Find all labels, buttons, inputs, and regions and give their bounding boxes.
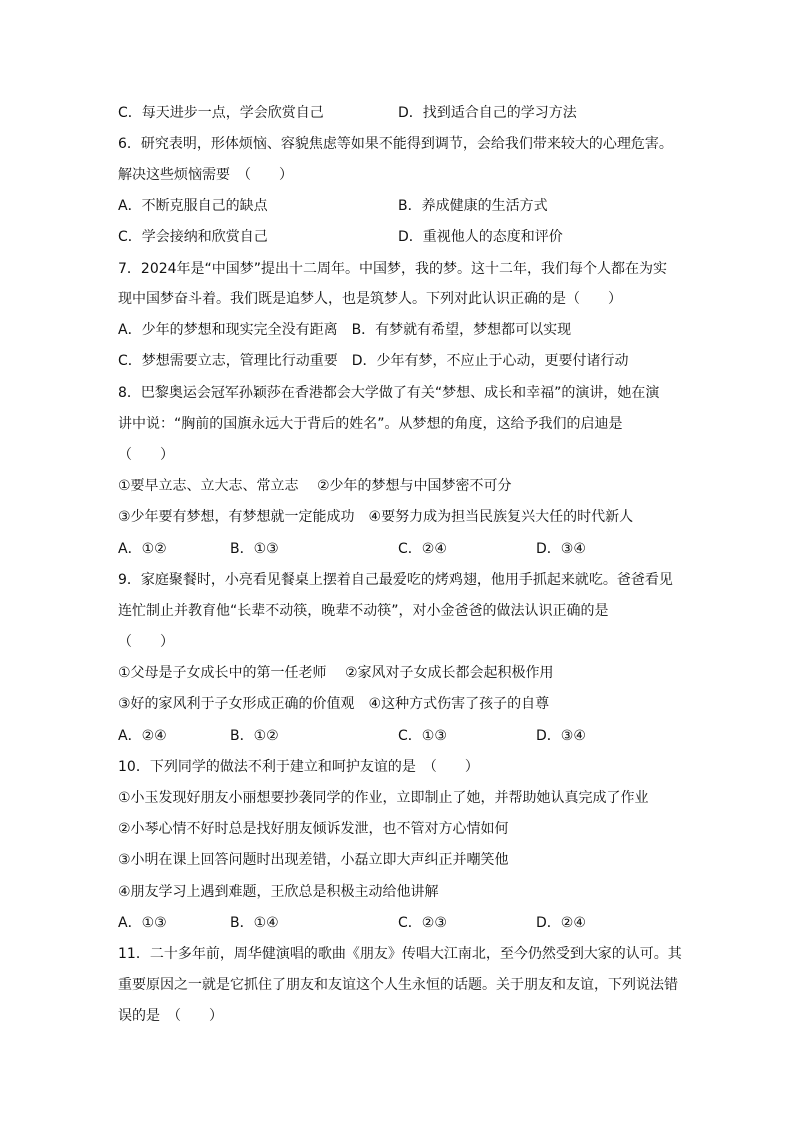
q8-option-c: C．②④ <box>398 541 447 557</box>
q8-stem-line2: 讲中说：“胸前的国旗永远大于背后的姓名”。从梦想的角度，这给予我们的启迪是 <box>118 416 623 432</box>
q9-stem-line2: 连忙制止并教育他“长辈不动筷，晚辈不动筷”，对小金爸爸的做法认识正确的是 <box>118 603 609 619</box>
q5-option-d: D．找到适合自己的学习方法 <box>398 105 577 121</box>
q7-stem-line2: 现中国梦奋斗着。我们既是追梦人，也是筑梦人。下列对此认识正确的是（ ） <box>118 291 622 307</box>
q10-item-3: ③小明在课上回答问题时出现差错，小磊立即大声纠正并嘲笑他 <box>118 852 509 868</box>
q9-option-d: D．③④ <box>536 728 586 744</box>
q5-option-c: C．每天进步一点，学会欣赏自己 <box>118 105 324 121</box>
q9-items-line2: ③好的家风利于子女形成正确的价值观 ④这种方式伤害了孩子的自尊 <box>118 696 550 712</box>
q8-option-a: A．①② <box>118 541 167 557</box>
q10-option-a: A．①③ <box>118 915 167 931</box>
q10-stem: 10．下列同学的做法不利于建立和呵护友谊的是 （ ） <box>118 759 479 775</box>
q10-item-1: ①小玉发现好朋友小丽想要抄袭同学的作业，立即制止了她，并帮助她认真完成了作业 <box>118 790 649 806</box>
q11-stem-line2: 重要原因之一就是它抓住了朋友和友谊这个人生永恒的话题。关于朋友和友谊，下列说法错 <box>118 977 678 993</box>
q7-options-cd: C．梦想需要立志，管理比行动重要 D．少年有梦，不应止于心动，更要付诸行动 <box>118 353 629 369</box>
q6-stem-line1: 6．研究表明，形体烦恼、容貌焦虑等如果不能得到调节，会给我们带来较大的心理危害。 <box>118 136 673 152</box>
q8-items-line2: ③少年要有梦想，有梦想就一定能成功 ④要努力成为担当民族复兴大任的时代新人 <box>118 509 634 525</box>
q8-items-line1: ①要早立志、立大志、常立志 ②少年的梦想与中国梦密不可分 <box>118 478 512 494</box>
q7-stem-line1: 7．2024年是“中国梦”提出十二周年。中国梦，我的梦。这十二年，我们每个人都在为实 <box>118 261 668 277</box>
q9-option-a: A．②④ <box>118 728 167 744</box>
q8-stem-line1: 8．巴黎奥运会冠军孙颖莎在香港都会大学做了有关“梦想、成长和幸福”的演讲，她在演 <box>118 385 660 401</box>
q8-stem-line3: （ ） <box>118 447 174 463</box>
q6-option-c: C．学会接纳和欣赏自己 <box>118 229 268 245</box>
q8-option-b: B．①③ <box>230 541 279 557</box>
q8-option-d: D．③④ <box>536 541 586 557</box>
q10-item-2: ②小琴心情不好时总是找好朋友倾诉发泄，也不管对方心情如何 <box>118 821 509 837</box>
q9-stem-line3: （ ） <box>118 634 174 650</box>
q6-stem-line2: 解决这些烦恼需要 （ ） <box>118 167 293 183</box>
q9-stem-line1: 9．家庭聚餐时，小亮看见餐桌上摆着自己最爱吃的烤鸡翅，他用手抓起来就吃。爸爸看见 <box>118 572 673 588</box>
q10-option-b: B．①④ <box>230 915 279 931</box>
q11-stem-line1: 11．二十多年前，周华健演唱的歌曲《朋友》传唱大江南北，至今仍然受到大家的认可。其 <box>118 946 682 962</box>
q6-option-d: D．重视他人的态度和评价 <box>398 229 563 245</box>
q7-options-ab: A．少年的梦想和现实完全没有距离 B．有梦就有希望，梦想都可以实现 <box>118 322 572 338</box>
q10-option-d: D．②④ <box>536 915 586 931</box>
q6-option-a: A．不断克服自己的缺点 <box>118 198 268 214</box>
q10-option-c: C．②③ <box>398 915 447 931</box>
q6-option-b: B．养成健康的生活方式 <box>398 198 548 214</box>
q11-stem-line3: 误的是 （ ） <box>118 1008 223 1024</box>
q9-items-line1: ①父母是子女成长中的第一任老师 ②家风对子女成长都会起积极作用 <box>118 665 554 681</box>
q10-item-4: ④朋友学习上遇到难题，王欣总是积极主动给他讲解 <box>118 884 439 900</box>
q9-option-c: C．①③ <box>398 728 447 744</box>
q9-option-b: B．①② <box>230 728 279 744</box>
